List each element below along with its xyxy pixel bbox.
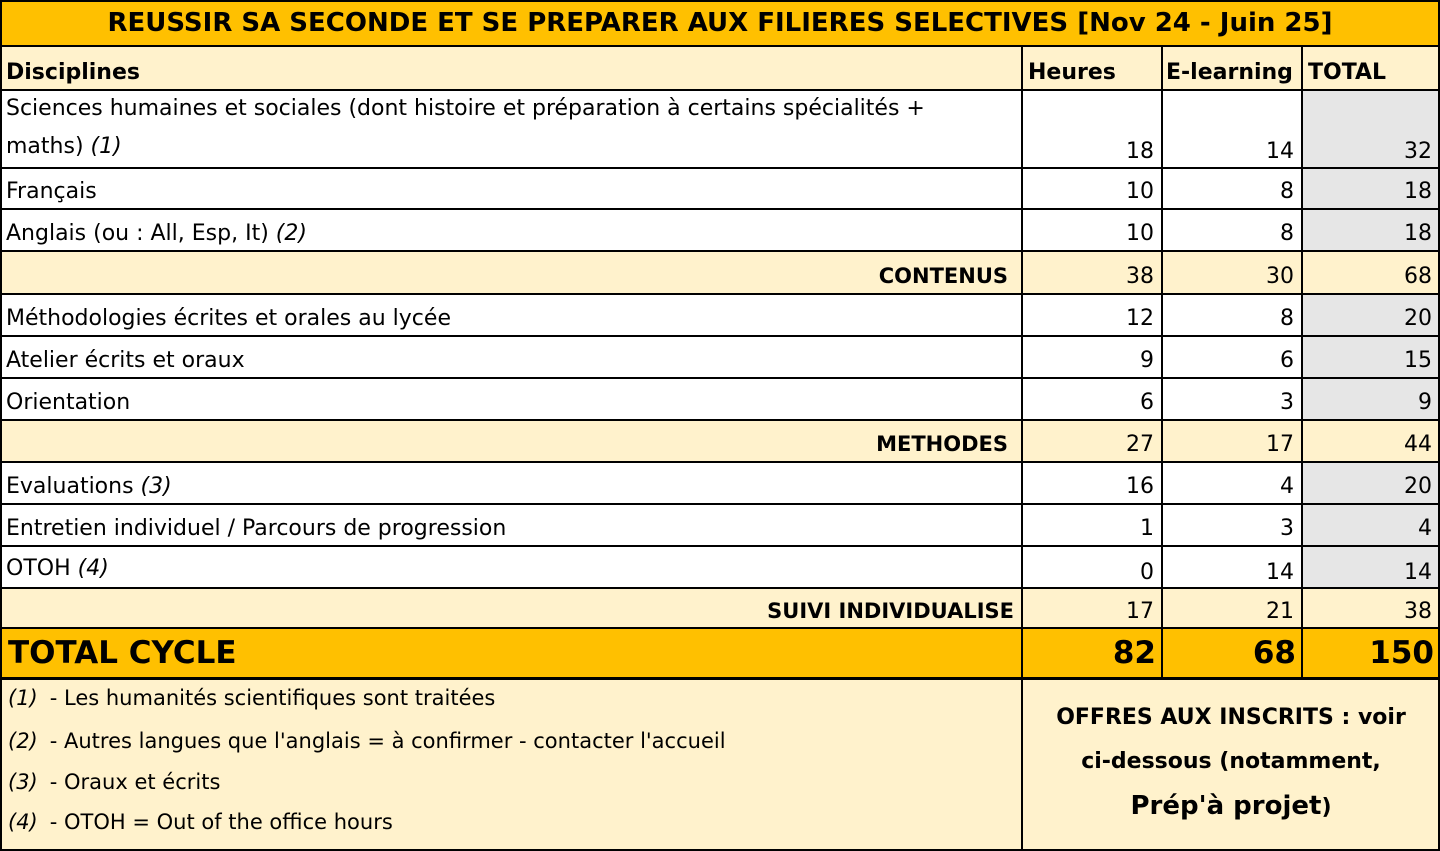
row-anglais-heures: 10: [1022, 209, 1162, 251]
subtotal-methodes-elearning: 17: [1162, 420, 1302, 462]
row-atelier-total: 15: [1302, 336, 1440, 378]
grid-line: [0, 0, 2, 851]
grid-line: [0, 250, 1440, 252]
grid-line: [0, 89, 1440, 91]
row-methodologies-total: 20: [1302, 294, 1440, 336]
grid-line: [0, 45, 1440, 47]
grid-line: [0, 419, 1440, 421]
subtotal-contenus-label: CONTENUS: [0, 251, 1022, 294]
row-sciences-elearning: 14: [1162, 90, 1302, 168]
row-evaluations-elearning: 4: [1162, 462, 1302, 504]
header-elearning: E-learning: [1162, 46, 1302, 90]
grid-line: [0, 335, 1440, 337]
subtotal-contenus-total: 68: [1302, 251, 1440, 294]
total-cycle-heures: 82: [1022, 628, 1162, 678]
footnote-ref: (4): [77, 556, 109, 581]
offers-panel: OFFRES AUX INSCRITS : voir ci-dessous (notamment, Prép'à projet): [1022, 678, 1440, 851]
row-orientation-elearning: 3: [1162, 378, 1302, 420]
subtotal-methodes-total: 44: [1302, 420, 1440, 462]
offers-line2: ci-dessous (notamment,: [1081, 749, 1381, 774]
row-entretien-total: 4: [1302, 504, 1440, 546]
footnote-ref: (1): [90, 134, 122, 159]
row-atelier-elearning: 6: [1162, 336, 1302, 378]
grid-line: [1161, 45, 1163, 679]
footnote-ref: (2): [275, 221, 307, 246]
row-label-line2: maths): [6, 134, 84, 159]
row-methodologies-elearning: 8: [1162, 294, 1302, 336]
grid-line: [0, 208, 1440, 210]
row-otoh-total: 14: [1302, 546, 1440, 588]
subtotal-suivi-elearning: 21: [1162, 588, 1302, 628]
offers-line1: OFFRES AUX INSCRITS : voir: [1056, 705, 1406, 730]
table-title: REUSSIR SA SECONDE ET SE PREPARER AUX FILIERES SELECTIVES [Nov 24 - Juin 25]: [0, 0, 1440, 46]
subtotal-suivi-label: SUIVI INDIVIDUALISE: [0, 588, 1022, 628]
header-disciplines: Disciplines: [0, 46, 1022, 90]
row-otoh-elearning: 14: [1162, 546, 1302, 588]
row-orientation-heures: 6: [1022, 378, 1162, 420]
total-cycle-elearning: 68: [1162, 628, 1302, 678]
grid-line: [0, 461, 1440, 463]
footnote-2: (2) - Autres langues que l'anglais = à confirmer - contacter l'accueil: [8, 729, 726, 753]
row-sciences-total: 32: [1302, 90, 1440, 168]
grid-line: [0, 587, 1440, 589]
row-sciences-label: [0, 90, 1022, 168]
row-orientation-label: Orientation: [0, 378, 1022, 420]
footnote-ref: (3): [140, 474, 172, 499]
row-evaluations-total: 20: [1302, 462, 1440, 504]
footnotes-panel: [0, 678, 1022, 851]
header-total: TOTAL: [1302, 46, 1440, 90]
row-methodologies-heures: 12: [1022, 294, 1162, 336]
footnote-4: (4) - OTOH = Out of the office hours: [8, 810, 393, 834]
row-atelier-heures: 9: [1022, 336, 1162, 378]
grid-line: [0, 627, 1440, 629]
row-francais-heures: 10: [1022, 168, 1162, 209]
grid-line: [0, 545, 1440, 547]
row-methodologies-label: Méthodologies écrites et orales au lycée: [0, 294, 1022, 336]
subtotal-methodes-label: METHODES: [0, 420, 1022, 462]
grid-line: [0, 503, 1440, 505]
grid-line: [0, 0, 1440, 2]
row-otoh-heures: 0: [1022, 546, 1162, 588]
footnote-3: (3) - Oraux et écrits: [8, 770, 221, 794]
total-cycle-label: TOTAL CYCLE: [0, 628, 1022, 678]
subtotal-suivi-total: 38: [1302, 588, 1440, 628]
subtotal-methodes-heures: 27: [1022, 420, 1162, 462]
row-entretien-label: Entretien individuel / Parcours de progression: [0, 504, 1022, 546]
row-anglais-label: Anglais (ou : All, Esp, It) (2): [0, 209, 1022, 251]
grid-line: [0, 377, 1440, 379]
row-sciences-heures: 18: [1022, 90, 1162, 168]
grid-line: [1301, 45, 1303, 679]
total-cycle-total: 150: [1302, 628, 1440, 678]
row-francais-elearning: 8: [1162, 168, 1302, 209]
grid-line: [0, 167, 1440, 169]
header-heures: Heures: [1022, 46, 1162, 90]
footnote-1: (1) - Les humanités scientifiques sont traitées: [8, 686, 496, 710]
grid-line: [0, 293, 1440, 295]
row-entretien-heures: 1: [1022, 504, 1162, 546]
subtotal-contenus-elearning: 30: [1162, 251, 1302, 294]
offers-prep-a-projet: Prép'à projet: [1130, 791, 1322, 821]
row-entretien-elearning: 3: [1162, 504, 1302, 546]
grid-line: [0, 677, 1440, 680]
row-francais-total: 18: [1302, 168, 1440, 209]
row-francais-label: Français: [0, 168, 1022, 209]
subtotal-contenus-heures: 38: [1022, 251, 1162, 294]
row-label-line1: Sciences humaines et sociales (dont histoire et préparation à certains spécialités +: [6, 96, 925, 121]
grid-line: [1021, 45, 1023, 851]
subtotal-suivi-heures: 17: [1022, 588, 1162, 628]
row-evaluations-heures: 16: [1022, 462, 1162, 504]
row-atelier-label: Atelier écrits et oraux: [0, 336, 1022, 378]
row-anglais-elearning: 8: [1162, 209, 1302, 251]
row-otoh-label: OTOH (4): [0, 546, 1022, 588]
row-anglais-total: 18: [1302, 209, 1440, 251]
row-evaluations-label: Evaluations (3): [0, 462, 1022, 504]
row-orientation-total: 9: [1302, 378, 1440, 420]
